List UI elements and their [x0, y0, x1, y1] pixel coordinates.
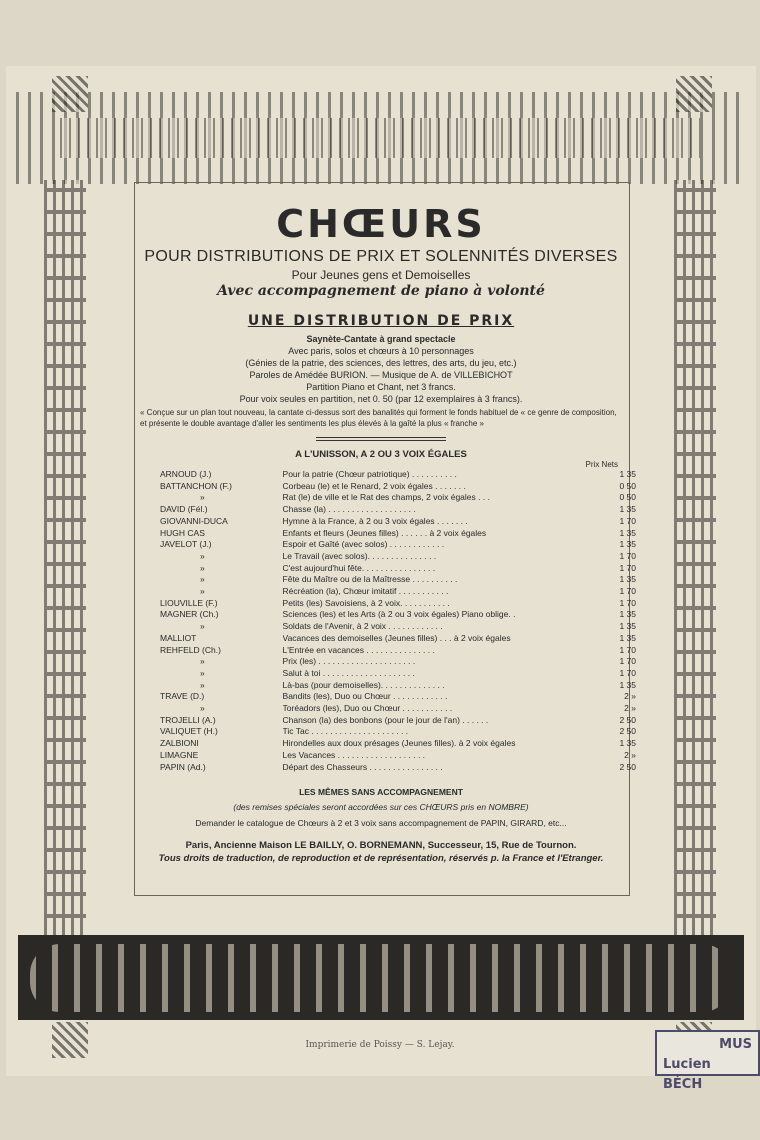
library-stamp	[655, 1030, 760, 1092]
row-composer: MALLIOT	[160, 632, 197, 643]
row-price: 1 35	[619, 632, 636, 643]
footer-line1: LES MÊMES SANS ACCOMPAGNEMENT	[299, 787, 463, 798]
row-composer: »	[200, 574, 205, 585]
row-composer: VALIQUET (H.)	[160, 726, 218, 737]
row-price: 1 35	[619, 621, 636, 632]
right-ornament-border	[674, 180, 716, 940]
table-row	[160, 621, 636, 633]
row-price: 1 35	[619, 738, 636, 749]
divider	[316, 437, 446, 441]
row-price: 2 »	[624, 749, 636, 760]
row-composer: »	[200, 562, 205, 573]
table-row	[160, 586, 636, 598]
stamp-line1: MUS	[719, 1037, 752, 1052]
row-composer: »	[200, 679, 205, 690]
row-title: L'Entrée en vacances . . . . . . . . . . . . . . .	[282, 644, 435, 655]
row-price: 1 35	[619, 679, 636, 690]
row-price: 1 35	[619, 574, 636, 585]
table-row	[160, 504, 636, 516]
row-price: 2 »	[624, 703, 636, 714]
table-row	[160, 551, 636, 563]
table-row	[160, 469, 636, 481]
feature-kind: Saynète-Cantate à grand spectacle	[306, 334, 456, 344]
table-row	[160, 750, 636, 762]
publisher: Paris, Ancienne Maison LE BAILLY, O. BORNEMANN, Successeur, 15, Rue de Tournon.	[185, 840, 577, 852]
table-row	[160, 726, 636, 738]
row-title: Récréation (la), Chœur imitatif . . . . . . . . . . .	[282, 586, 449, 597]
row-composer: LIOUVILLE (F.)	[160, 597, 218, 608]
subtitle: POUR DISTRIBUTIONS DE PRIX ET SOLENNITÉS DIVERSES	[144, 248, 618, 265]
row-composer: ARNOUD (J.)	[160, 469, 212, 479]
row-price: 2 50	[619, 726, 636, 737]
table-row	[160, 680, 636, 692]
row-title: Soldats de l'Avenir, à 2 voix . . . . . . . . . . . .	[282, 621, 443, 632]
row-title: Rat (le) de ville et le Rat des champs, 2 voix égales . . .	[282, 492, 490, 503]
table-row	[160, 668, 636, 680]
row-title: Petits (les) Savoisiens, à 2 voix. . . . . . . . . . .	[282, 597, 450, 608]
row-title: Prix (les) . . . . . . . . . . . . . . . . . . . . .	[282, 656, 416, 667]
table-row	[160, 563, 636, 575]
row-composer: TROJELLI (A.)	[160, 714, 216, 725]
content-area	[140, 196, 636, 865]
table-row	[160, 528, 636, 540]
row-composer: PAPIN (Ad.)	[160, 761, 206, 772]
feature-title: UNE DISTRIBUTION DE PRIX	[247, 313, 515, 329]
row-price: 1 70	[619, 586, 636, 597]
table-row	[160, 481, 636, 493]
left-ornament-border	[44, 180, 86, 940]
row-price: 2 50	[619, 761, 636, 772]
row-price: 0 50	[619, 492, 636, 503]
top-ornament-inner	[60, 118, 700, 158]
price-header: Prix Nets	[585, 460, 618, 469]
row-price: 1 35	[619, 504, 636, 515]
table-row	[160, 516, 636, 528]
corner-ornament	[52, 76, 88, 112]
row-title: Chanson (la) des bonbons (pour le jour de l'an) . . . . . .	[282, 714, 489, 725]
stamp-line2: Lucien BÉCH	[663, 1057, 711, 1092]
row-title: Enfants et fleurs (Jeunes filles) . . . . . . à 2 voix égales	[282, 527, 487, 538]
row-price: 1 70	[619, 667, 636, 678]
row-price: 1 70	[619, 644, 636, 655]
row-title: Vacances des demoiselles (Jeunes filles) . . . à 2 voix égales	[282, 632, 511, 643]
table-row	[160, 762, 636, 774]
table-row	[160, 715, 636, 727]
feature-price-score: Partition Piano et Chant, net 3 francs.	[306, 382, 456, 392]
footer-line3: Demander le catalogue de Chœurs à 2 et 3 voix sans accompagnement de PAPIN, GIRARD, etc...	[195, 818, 567, 829]
row-title: Départ des Chasseurs . . . . . . . . . . . . . . . .	[282, 761, 443, 772]
row-composer: DAVID (Fél.)	[160, 504, 208, 515]
table-row	[160, 645, 636, 657]
row-price: 2 »	[624, 691, 636, 702]
rights: Tous droits de traduction, de reproduction et de représentation, réservés p. la France et l'Etranger.	[158, 853, 604, 865]
feature-credits: Paroles de Amédée BURION. — Musique de A. de VILLEBICHOT	[249, 370, 513, 380]
table-row	[160, 691, 636, 703]
row-title: Le Travail (avec solos). . . . . . . . . . . . . . .	[282, 550, 437, 561]
row-title: Sciences (les) et les Arts (à 2 ou 3 voix égales) Piano oblige. .	[282, 609, 516, 620]
row-composer: »	[200, 550, 205, 561]
row-composer: ZALBIONI	[160, 738, 199, 749]
row-title: Chasse (la) . . . . . . . . . . . . . . . . . . .	[282, 504, 416, 515]
feature-price-voices: Pour voix seules en partition, net 0. 50 (par 12 exemplaires à 3 francs).	[239, 394, 523, 404]
row-title: Toréadors (les), Duo ou Chœur . . . . . . . . . . .	[282, 703, 453, 714]
row-price: 1 70	[619, 550, 636, 561]
row-price: 1 35	[619, 469, 636, 479]
row-price: 1 70	[619, 656, 636, 667]
row-title: Tic Tac . . . . . . . . . . . . . . . . . . . . .	[282, 726, 409, 737]
row-title: Espoir et Gaîté (avec solos) . . . . . . . . . . . .	[282, 539, 445, 550]
row-title: Bandits (les), Duo ou Chœur . . . . . . . . . . . .	[282, 691, 448, 702]
table-row	[160, 598, 636, 610]
row-price: 2 50	[619, 714, 636, 725]
footer-line2: (des remises spéciales seront accordées sur ces CHŒURS pris en NOMBRE)	[233, 802, 529, 813]
accompaniment: Avec accompagnement de piano à volonté	[217, 283, 545, 299]
row-composer: »	[200, 586, 205, 597]
corner-ornament	[676, 76, 712, 112]
section-title: A L'UNISSON, A 2 OU 3 VOIX ÉGALES	[295, 449, 467, 460]
row-price: 1 35	[619, 609, 636, 620]
audience: Pour Jeunes gens et Demoiselles	[291, 268, 471, 282]
table-row	[160, 609, 636, 621]
page-title: CHŒURS	[276, 202, 486, 246]
table-row	[160, 539, 636, 551]
row-price: 1 70	[619, 562, 636, 573]
row-composer: »	[200, 492, 205, 503]
row-composer: BATTANCHON (F.)	[160, 480, 232, 491]
row-title: Pour la patrie (Chœur patriotique) . . . . . . . . . .	[282, 469, 457, 479]
row-price: 0 50	[619, 480, 636, 491]
table-row	[160, 633, 636, 645]
row-title: Fête du Maître ou de la Maîtresse . . . . . . . . . .	[282, 574, 458, 585]
row-title: C'est aujourd'hui fête. . . . . . . . . . . . . . . .	[282, 562, 436, 573]
catalogue-table	[160, 469, 636, 773]
row-composer: »	[200, 621, 205, 632]
row-composer: HUGH CAS	[160, 527, 205, 538]
row-composer: TRAVE (D.)	[160, 691, 205, 702]
table-row	[160, 574, 636, 586]
row-title: Corbeau (le) et le Renard, 2 voix égales . . . . . . .	[282, 480, 466, 491]
feature-roles: (Génies de la patrie, des sciences, des lettres, des arts, du jeu, etc.)	[245, 358, 517, 368]
table-row	[160, 492, 636, 504]
row-composer: »	[200, 667, 205, 678]
row-title: Hymne à la France, à 2 ou 3 voix égales . . . . . . .	[282, 515, 468, 526]
row-composer: »	[200, 656, 205, 667]
row-price: 1 35	[619, 539, 636, 550]
row-title: Les Vacances . . . . . . . . . . . . . . . . . . .	[282, 749, 426, 760]
row-composer: MAGNER (Ch.)	[160, 609, 219, 620]
row-composer: »	[200, 703, 205, 714]
table-row	[160, 738, 636, 750]
feature-note: « Conçue sur un plan tout nouveau, la cantate ci-dessus sort des banalités qui forment le fonds habituel de « ce genre de composition, et présente le double avantage d'aller les sentiments les plus élevés à la gaîté la plus « franche »	[140, 408, 617, 428]
row-composer: GIOVANNI-DUCA	[160, 515, 228, 526]
row-title: Salut à toi . . . . . . . . . . . . . . . . . . . .	[282, 667, 415, 678]
row-price: 1 35	[619, 527, 636, 538]
row-composer: REHFELD (Ch.)	[160, 644, 221, 655]
row-composer: JAVELOT (J.)	[160, 539, 212, 550]
table-row	[160, 656, 636, 668]
feature-parts: Avec paris, solos et chœurs à 10 personnages	[288, 346, 474, 356]
row-composer: LIMAGNE	[160, 749, 199, 760]
row-price: 1 70	[619, 515, 636, 526]
bottom-ornament-pattern	[30, 944, 732, 1012]
row-price: 1 70	[619, 597, 636, 608]
table-row	[160, 703, 636, 715]
printer-line: Imprimerie de Poissy — S. Lejay.	[305, 1040, 455, 1050]
row-title: Là-bas (pour demoiselles). . . . . . . . . . . . . .	[282, 679, 445, 690]
row-title: Hirondelles aux doux présages (Jeunes filles). à 2 voix égales	[282, 738, 516, 749]
